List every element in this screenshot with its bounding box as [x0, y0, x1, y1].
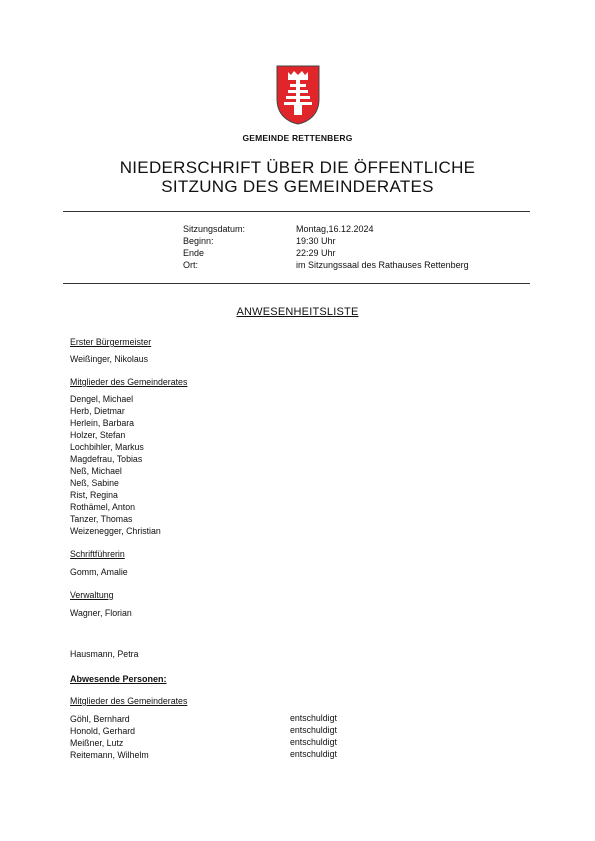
meeting-date-label: Sitzungsdatum: [183, 224, 246, 234]
council-member: Holzer, Stefan [70, 430, 126, 440]
absent-council-heading: Mitglieder des Gemeinderates [70, 696, 188, 706]
absent-member-status: entschuldigt [290, 725, 337, 735]
coat-of-arms-logo [276, 65, 320, 125]
absent-member-name: Reitemann, Wilhelm [70, 750, 149, 760]
absent-member-name: Göhl, Bernhard [70, 714, 130, 724]
meeting-date-value: Montag,16.12.2024 [296, 224, 374, 234]
municipality-name: GEMEINDE RETTENBERG [242, 133, 353, 143]
council-heading: Mitglieder des Gemeinderates [70, 377, 188, 387]
absent-member-status: entschuldigt [290, 713, 337, 723]
absent-heading: Abwesende Personen: [70, 674, 167, 684]
mayor-name: Weißinger, Nikolaus [70, 354, 149, 364]
council-member: Neß, Sabine [70, 478, 119, 488]
meeting-start-value: 19:30 Uhr [296, 236, 336, 246]
meeting-end-label: Ende [183, 248, 205, 258]
meeting-end-value: 22:29 Uhr [296, 248, 336, 258]
absent-member-status: entschuldigt [290, 749, 337, 759]
divider-bottom [63, 283, 530, 284]
absent-member-name: Meißner, Lutz [70, 738, 124, 748]
council-member: Lochbihler, Markus [70, 442, 144, 452]
attendance-heading: ANWESENHEITSLISTE [236, 306, 359, 318]
council-member: Weizenegger, Christian [70, 526, 161, 536]
secretary-name: Gomm, Amalie [70, 567, 128, 577]
council-member: Herb, Dietmar [70, 406, 125, 416]
secretary-heading: Schriftführerin [70, 549, 125, 559]
meeting-place-label: Ort: [183, 260, 198, 270]
meeting-start-label: Beginn: [183, 236, 214, 246]
document-title-line-1: NIEDERSCHRIFT ÜBER DIE ÖFFENTLICHE [119, 158, 476, 177]
council-member: Dengel, Michael [70, 394, 134, 404]
administration-member: Wagner, Florian [70, 608, 132, 618]
divider-top [63, 211, 530, 212]
absent-member-name: Honold, Gerhard [70, 726, 136, 736]
administration-member: Hausmann, Petra [70, 649, 139, 659]
council-member: Neß, Michael [70, 466, 122, 476]
absent-member-status: entschuldigt [290, 737, 337, 747]
document-title-line-2: SITZUNG DES GEMEINDERATES [161, 177, 434, 196]
council-member: Rothämel, Anton [70, 502, 136, 512]
council-member: Herlein, Barbara [70, 418, 135, 428]
meeting-place-value: im Sitzungssaal des Rathauses Rettenberg [296, 260, 469, 270]
mayor-heading: Erster Bürgermeister [70, 337, 152, 347]
council-member: Magdefrau, Tobias [70, 454, 143, 464]
council-member: Rist, Regina [70, 490, 118, 500]
council-member: Tanzer, Thomas [70, 514, 133, 524]
administration-heading: Verwaltung [70, 590, 114, 600]
